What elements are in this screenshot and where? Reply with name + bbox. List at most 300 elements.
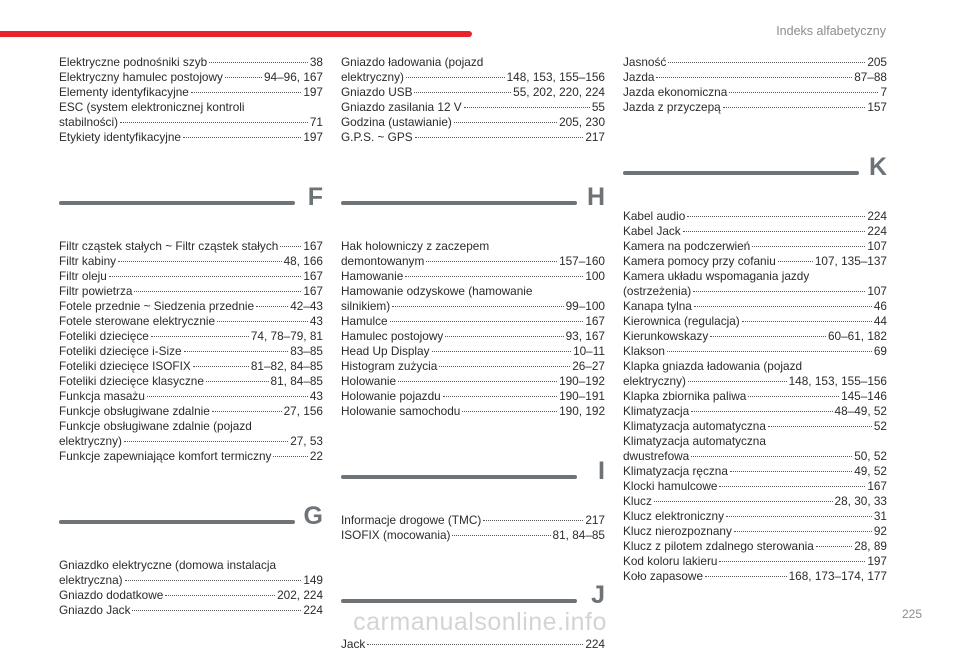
entry-term: Hamowanie	[341, 269, 404, 283]
entry-dot-leader	[273, 456, 307, 457]
entry-row	[341, 404, 605, 419]
entry-dot-leader	[734, 531, 872, 532]
index-entry	[623, 554, 887, 569]
index-entry	[341, 85, 605, 100]
entry-dot-leader	[464, 107, 590, 108]
index-entry	[59, 314, 323, 329]
entry-row	[623, 509, 887, 524]
entry-row	[59, 389, 323, 404]
entry-dot-leader	[165, 595, 275, 596]
entry-pages: 93, 167	[565, 329, 605, 343]
index-entry	[623, 329, 887, 344]
entry-dot-leader	[147, 396, 308, 397]
entry-dot-leader	[768, 426, 872, 427]
entry-row	[623, 419, 887, 434]
entry-row	[59, 85, 323, 100]
entry-term: Klapka zbiornika paliwa	[623, 389, 747, 403]
entry-row	[59, 359, 323, 374]
index-entry	[59, 269, 323, 284]
entry-pages: 107	[867, 284, 887, 298]
entry-row	[341, 637, 605, 652]
entry-term: Informacje drogowe (TMC)	[341, 513, 482, 527]
entry-row	[623, 404, 887, 419]
entry-term: Etykiety identyfikacyjne	[59, 130, 181, 144]
entry-pages: 197	[867, 554, 887, 568]
index-entry	[623, 70, 887, 85]
entry-term: stabilności)	[59, 115, 119, 129]
entry-row	[623, 554, 887, 569]
entry-term: Fotele sterowane elektrycznie	[59, 314, 216, 328]
entry-dot-leader	[191, 92, 301, 93]
index-entry	[623, 299, 887, 314]
entry-row	[623, 254, 887, 269]
entry-dot-leader	[729, 92, 878, 93]
entry-pages: 224	[867, 209, 887, 223]
index-entry	[59, 449, 323, 464]
entry-term-line1: Hamowanie odzyskowe (hamowanie	[341, 284, 533, 298]
entry-pages: 38	[309, 55, 323, 69]
entry-pages: 167	[867, 479, 887, 493]
entry-term: Holowanie pojazdu	[341, 389, 441, 403]
entry-term-line1: Funkcje obsługiwane zdalnie (pojazd	[59, 419, 252, 433]
entry-dot-leader	[452, 535, 550, 536]
entry-row	[341, 389, 605, 404]
entry-dot-leader	[719, 486, 865, 487]
index-entry	[623, 389, 887, 404]
entry-row	[341, 70, 605, 85]
section-rule	[623, 171, 859, 175]
entry-term: Holowanie samochodu	[341, 404, 461, 418]
entry-dot-leader	[124, 441, 288, 442]
entry-row	[623, 100, 887, 115]
section-rule	[341, 475, 577, 479]
entry-term: ISOFIX (mocowania)	[341, 528, 451, 542]
section-letter: H	[586, 183, 605, 211]
index-entry	[623, 509, 887, 524]
entry-dot-leader	[693, 291, 865, 292]
entry-row	[59, 269, 323, 284]
entry-pages: 100	[585, 269, 605, 283]
entry-term: Fotele przednie ~ Siedzenia przednie	[59, 299, 255, 313]
header-accent-bar	[0, 31, 472, 37]
entry-row	[341, 299, 605, 314]
entry-term: Foteliki dziecięce	[59, 329, 149, 343]
entry-row	[341, 344, 605, 359]
entry-row	[623, 569, 887, 584]
entry-pages: 149	[303, 573, 323, 587]
entry-pages: 168, 173–174, 177	[788, 569, 887, 583]
entry-pages: 81, 84–85	[270, 374, 323, 388]
entry-dot-leader	[691, 411, 832, 412]
entry-pages: 49, 52	[854, 464, 887, 478]
entry-pages: 224	[303, 603, 323, 617]
section-rule	[341, 201, 577, 205]
entry-pages: 28, 30, 33	[834, 494, 887, 508]
entry-row	[59, 449, 323, 464]
entry-term: Funkcje obsługiwane zdalnie	[59, 404, 210, 418]
entry-dot-leader	[134, 291, 301, 292]
index-entry	[623, 479, 887, 494]
entry-term: Klimatyzacja	[623, 404, 690, 418]
entry-row	[59, 329, 323, 344]
entry-term: Histogram zużycia	[341, 359, 438, 373]
entry-dot-leader	[705, 576, 787, 577]
entry-term-line1: Klimatyzacja automatyczna	[623, 434, 766, 448]
entry-term: demontowanym	[341, 254, 425, 268]
entry-pages: 87–88	[854, 70, 887, 84]
index-entry	[623, 254, 887, 269]
section-rule	[59, 520, 295, 524]
entry-dot-leader	[710, 336, 826, 337]
entry-row	[623, 85, 887, 100]
entry-term-line1: Hak holowniczy z zaczepem	[341, 239, 490, 253]
entry-row	[341, 359, 605, 374]
entry-term: Filtr cząstek stałych ~ Filtr cząstek stałych	[59, 239, 279, 253]
entry-term: Klucz	[623, 494, 652, 508]
index-entry	[341, 637, 605, 652]
entry-pages: 99–100	[565, 299, 605, 313]
index-entry	[59, 55, 323, 70]
entry-pages: 27, 53	[290, 434, 323, 448]
index-entry	[623, 494, 887, 509]
entry-row	[59, 55, 323, 70]
entry-term: Kamera pomocy przy cofaniu	[623, 254, 776, 268]
entry-row	[59, 374, 323, 389]
entry-row	[341, 85, 605, 100]
entry-row	[341, 374, 605, 389]
entry-term-line1: Klapka gniazda ładowania (pojazd	[623, 359, 803, 373]
entry-pages: 217	[585, 513, 605, 527]
watermark: carmanualsonline.info	[353, 608, 607, 636]
index-entry	[341, 55, 605, 85]
entry-pages: 42–43	[290, 299, 323, 313]
entry-term: Klucz elektroniczny	[623, 509, 724, 523]
index-entry	[623, 100, 887, 115]
entry-pages: 190–192	[559, 374, 605, 388]
entry-term: Gniazdo USB	[341, 85, 413, 99]
entry-term: Elektryczny hamulec postojowy	[59, 70, 223, 84]
entry-dot-leader	[454, 122, 557, 123]
entry-term-line1: Kamera układu wspomagania jazdy	[623, 269, 810, 283]
entry-dot-leader	[256, 306, 288, 307]
entry-pages: 43	[309, 389, 323, 403]
entry-term: Jazda ekonomiczna	[623, 85, 728, 99]
entry-pages: 157	[867, 100, 887, 114]
index-entry	[341, 344, 605, 359]
index-entry	[623, 569, 887, 584]
entry-row	[59, 404, 323, 419]
index-column-3	[623, 55, 887, 584]
entry-term: Filtr oleju	[59, 269, 107, 283]
index-entry	[623, 209, 887, 224]
index-entry	[623, 464, 887, 479]
section-letter: I	[598, 457, 605, 485]
entry-dot-leader	[225, 77, 262, 78]
index-entry	[623, 224, 887, 239]
index-entry	[59, 588, 323, 603]
entry-pages: 50, 52	[854, 449, 887, 463]
entry-pages: 148, 153, 155–156	[506, 70, 605, 84]
entry-dot-leader	[723, 107, 866, 108]
entry-pages: 197	[303, 85, 323, 99]
index-entry	[623, 359, 887, 389]
index-entry	[341, 115, 605, 130]
index-entry	[341, 239, 605, 269]
entry-pages: 71	[309, 115, 323, 129]
entry-dot-leader	[439, 366, 570, 367]
entry-pages: 94–96, 167	[263, 70, 323, 84]
entry-pages: 145–146	[841, 389, 887, 403]
entry-dot-leader	[184, 351, 289, 352]
entry-row	[59, 130, 323, 145]
entry-term: Jasność	[623, 55, 667, 69]
entry-term: Kierunkowskazy	[623, 329, 709, 343]
entry-row	[623, 464, 887, 479]
section-letter: J	[591, 581, 605, 609]
entry-row	[59, 573, 323, 588]
entry-term: Kod koloru lakieru	[623, 554, 718, 568]
entry-term: Kierownica (regulacja)	[623, 314, 740, 328]
entry-dot-leader	[367, 644, 583, 645]
entry-term: Holowanie	[341, 374, 397, 388]
entry-row	[623, 344, 887, 359]
entry-term: Filtr kabiny	[59, 254, 117, 268]
entry-pages: 31	[873, 509, 887, 523]
entry-dot-leader	[656, 77, 852, 78]
entry-term: Kanapa tylna	[623, 299, 692, 313]
entry-term-line1: Gniazdo ładowania (pojazd	[341, 55, 484, 69]
entry-pages: 46	[873, 299, 887, 313]
entry-row	[623, 539, 887, 554]
entry-dot-leader	[212, 411, 282, 412]
entry-term: Klakson	[623, 344, 665, 358]
index-entry	[623, 524, 887, 539]
index-entry	[623, 239, 887, 254]
entry-dot-leader	[415, 137, 584, 138]
entry-term: Elementy identyfikacyjne	[59, 85, 189, 99]
entry-dot-leader	[426, 261, 557, 262]
entry-pages: 22	[309, 449, 323, 463]
entry-term: Foteliki dziecięce ISOFIX	[59, 359, 191, 373]
entry-pages: 190, 192	[559, 404, 605, 418]
entry-pages: 224	[585, 637, 605, 651]
entry-row	[623, 449, 887, 464]
section-header-f	[59, 175, 323, 229]
entry-pages: 43	[309, 314, 323, 328]
section-letter: F	[307, 183, 323, 211]
entry-term: Klimatyzacja ręczna	[623, 464, 728, 478]
entry-row	[59, 70, 323, 85]
index-entry	[341, 528, 605, 543]
section-letter: K	[868, 153, 887, 181]
index-entry	[341, 389, 605, 404]
entry-row	[59, 299, 323, 314]
entry-row	[623, 224, 887, 239]
entry-pages: 157–160	[559, 254, 605, 268]
entry-term: elektryczny)	[59, 434, 122, 448]
section-header-h	[341, 175, 605, 229]
entry-dot-leader	[694, 306, 872, 307]
entry-pages: 55	[591, 100, 605, 114]
index-entry	[341, 359, 605, 374]
entry-dot-leader	[742, 321, 872, 322]
entry-term: Klocki hamulcowe	[623, 479, 718, 493]
section-header-i	[341, 449, 605, 503]
index-entry	[59, 299, 323, 314]
index-entry	[59, 389, 323, 404]
entry-dot-leader	[778, 261, 813, 262]
index-entry	[623, 419, 887, 434]
entry-term: Gniazdo zasilania 12 V	[341, 100, 462, 114]
entry-term: silnikiem)	[341, 299, 391, 313]
entry-pages: 167	[303, 239, 323, 253]
entry-term: elektryczna)	[59, 573, 123, 587]
entry-row	[341, 254, 605, 269]
index-entry	[59, 100, 323, 130]
index-column-2	[341, 55, 605, 652]
index-entry	[59, 359, 323, 374]
page-number: 225	[901, 607, 922, 621]
entry-term: Klimatyzacja automatyczna	[623, 419, 766, 433]
entry-pages: 197	[303, 130, 323, 144]
entry-pages: 148, 153, 155–156	[788, 374, 887, 388]
entry-term-line1: ESC (system elektronicznej kontroli	[59, 100, 245, 114]
entry-row	[59, 588, 323, 603]
entry-dot-leader	[109, 276, 301, 277]
entry-pages: 10–11	[573, 344, 605, 358]
entry-row	[623, 524, 887, 539]
entry-term: Jazda	[623, 70, 655, 84]
entry-row	[623, 55, 887, 70]
entry-term: Hamulec postojowy	[341, 329, 444, 343]
entry-dot-leader	[462, 411, 557, 412]
entry-pages: 92	[873, 524, 887, 538]
entry-term: Elektryczne podnośniki szyb	[59, 55, 208, 69]
index-entry	[59, 344, 323, 359]
entry-dot-leader	[688, 381, 787, 382]
entry-term: Gniazdo dodatkowe	[59, 588, 164, 602]
entry-term: Godzina (ustawianie)	[341, 115, 452, 129]
entry-pages: 44	[873, 314, 887, 328]
entry-pages: 27, 156	[283, 404, 323, 418]
entry-pages: 81, 84–85	[552, 528, 605, 542]
entry-term: Funkcja masażu	[59, 389, 145, 403]
entry-pages: 224	[867, 224, 887, 238]
entry-row	[59, 314, 323, 329]
entry-pages: 202, 224	[277, 588, 323, 602]
index-entry	[623, 539, 887, 554]
entry-term: Gniazdo Jack	[59, 603, 131, 617]
entry-row	[623, 479, 887, 494]
index-entry	[59, 374, 323, 389]
entry-row	[341, 115, 605, 130]
entry-row	[623, 70, 887, 85]
index-entry	[623, 314, 887, 329]
entry-pages: 167	[303, 284, 323, 298]
section-rule	[341, 599, 577, 603]
entry-dot-leader	[719, 561, 865, 562]
entry-row	[59, 284, 323, 299]
entry-term: Klucz z pilotem zdalnego sterowania	[623, 539, 814, 553]
entry-term: Kabel audio	[623, 209, 686, 223]
entry-dot-leader	[730, 471, 852, 472]
entry-dot-leader	[748, 396, 839, 397]
entry-dot-leader	[151, 336, 249, 337]
entry-term: Kamera na podczerwień	[623, 239, 751, 253]
index-entry	[59, 254, 323, 269]
entry-dot-leader	[726, 516, 872, 517]
entry-dot-leader	[125, 580, 302, 581]
entry-pages: 167	[303, 269, 323, 283]
entry-dot-leader	[405, 276, 583, 277]
entry-term: Foteliki dziecięce i-Size	[59, 344, 182, 358]
entry-dot-leader	[816, 546, 852, 547]
entry-dot-leader	[406, 77, 505, 78]
entry-term: Jazda z przyczepą	[623, 100, 721, 114]
index-entry	[623, 85, 887, 100]
index-entry	[59, 130, 323, 145]
entry-term-line1: Gniazdko elektryczne (domowa instalacja	[59, 558, 277, 572]
entry-row	[623, 314, 887, 329]
index-entry	[341, 513, 605, 528]
entry-row	[59, 254, 323, 269]
entry-dot-leader	[483, 520, 583, 521]
index-entry	[341, 100, 605, 115]
index-entry	[59, 558, 323, 588]
index-entry	[59, 239, 323, 254]
entry-pages: 205, 230	[559, 115, 605, 129]
entry-term: elektryczny)	[623, 374, 686, 388]
entry-pages: 107, 135–137	[814, 254, 887, 268]
entry-dot-leader	[217, 321, 308, 322]
entry-dot-leader	[280, 246, 301, 247]
entry-row	[341, 528, 605, 543]
entry-dot-leader	[390, 321, 584, 322]
section-header-k	[623, 145, 887, 199]
entry-term: Jack	[341, 637, 366, 651]
entry-term: Koło zapasowe	[623, 569, 704, 583]
entry-dot-leader	[120, 122, 308, 123]
entry-pages: 205	[867, 55, 887, 69]
entry-term: elektryczny)	[341, 70, 404, 84]
entry-dot-leader	[398, 381, 557, 382]
section-letter: G	[303, 502, 323, 530]
entry-term: Foteliki dziecięce klasyczne	[59, 374, 204, 388]
index-entry	[341, 314, 605, 329]
index-entry	[59, 70, 323, 85]
entry-pages: 81–82, 84–85	[250, 359, 323, 373]
index-entry	[341, 130, 605, 145]
entry-row	[341, 314, 605, 329]
entry-pages: 217	[585, 130, 605, 144]
index-entry	[59, 85, 323, 100]
entry-pages: 60–61, 182	[827, 329, 887, 343]
entry-dot-leader	[206, 381, 269, 382]
index-entry	[623, 434, 887, 464]
index-column-1	[59, 55, 323, 618]
entry-dot-leader	[118, 261, 282, 262]
entry-dot-leader	[443, 396, 557, 397]
entry-row	[623, 239, 887, 254]
entry-row	[59, 344, 323, 359]
entry-row	[623, 329, 887, 344]
index-entry	[341, 329, 605, 344]
page-header-title: Indeks alfabetyczny	[776, 24, 886, 38]
entry-row	[341, 329, 605, 344]
entry-pages: 74, 78–79, 81	[250, 329, 323, 343]
entry-dot-leader	[445, 336, 563, 337]
entry-dot-leader	[654, 501, 833, 502]
